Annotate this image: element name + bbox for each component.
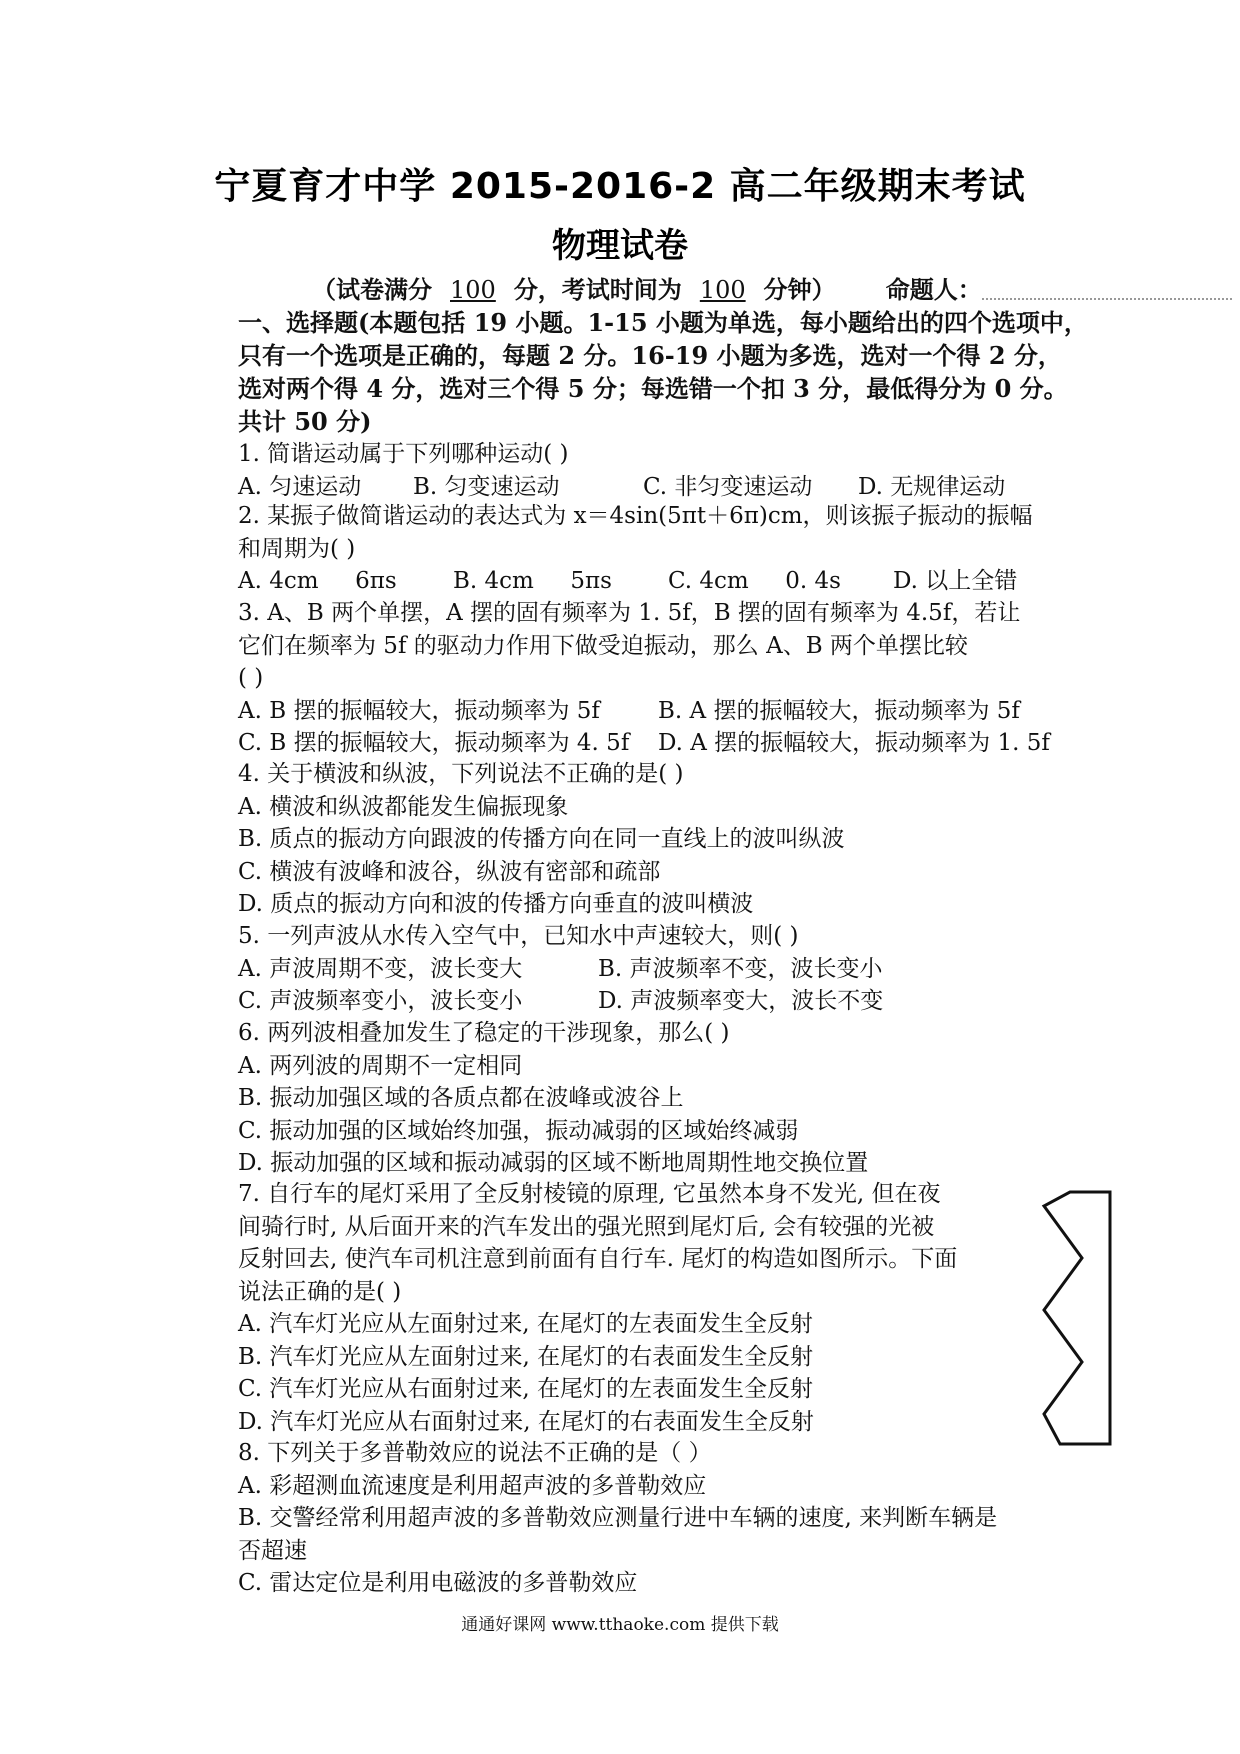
option-a: A. 汽车灯光应从左面射过来, 在尾灯的左表面发生全反射: [238, 1311, 813, 1337]
info-mid: 分，考试时间为: [513, 275, 682, 304]
options-row: [238, 471, 1058, 504]
instruction-line: 一、选择题(本题包括 19 小题。1-15 小题为单选，每小题给出的四个选项中，: [238, 308, 1088, 337]
option-b-continued: 否超速: [238, 1537, 307, 1564]
question-stem: 和周期为( ): [238, 535, 356, 562]
option-d: D. 质点的振动方向和波的传播方向垂直的波叫横波: [238, 891, 754, 917]
option-a: A. 彩超测血流速度是利用超声波的多普勒效应: [238, 1472, 707, 1499]
author-label: 命题人：: [885, 275, 982, 304]
option-c: C. 振动加强的区域始终加强，振动减弱的区域始终减弱: [238, 1117, 799, 1144]
exam-info: [312, 270, 1232, 305]
info-prefix: （试卷满分: [312, 275, 432, 304]
option-b: B. A 摆的振幅较大，振动频率为 5f: [658, 697, 1020, 724]
option-a: A. B 摆的振幅较大，振动频率为 5f: [238, 697, 600, 724]
question-stem: 说法正确的是( ): [238, 1278, 402, 1305]
author-blank: [982, 284, 1232, 300]
tail-light-prism-figure: [1040, 1190, 1120, 1450]
option-d: D. 声波频率变大，波长不变: [598, 988, 884, 1014]
options-row: [238, 985, 1058, 1018]
instruction-line: 只有一个选项是正确的，每题 2 分。16-19 小题为多选，选对一个得 2 分，: [238, 341, 1062, 370]
option-b: B. 交警经常利用超声波的多普勒效应测量行进中车辆的速度, 来判断车辆是: [238, 1505, 998, 1531]
option-c: C. 横波有波峰和波谷，纵波有密部和疏部: [238, 858, 661, 885]
option-c: C. 汽车灯光应从右面射过来, 在尾灯的左表面发生全反射: [238, 1376, 814, 1402]
option-b: B. 汽车灯光应从左面射过来, 在尾灯的右表面发生全反射: [238, 1343, 814, 1370]
option-c: C. 非匀变速运动: [643, 473, 813, 500]
prism-outline: [1044, 1192, 1110, 1444]
full-score: 100: [450, 276, 496, 304]
options-row: [238, 695, 1058, 728]
question-5: [238, 920, 1058, 1018]
exam-time: 100: [699, 276, 746, 304]
option-d: D. 以上全错: [893, 568, 1018, 594]
option-c: C. 雷达定位是利用电磁波的多普勒效应: [238, 1570, 638, 1596]
option-d: D. 无规律运动: [858, 473, 1006, 500]
question-stem: 5. 一列声波从水传入空气中，已知水中声速较大，则( ): [238, 923, 799, 949]
question-stem: 1. 简谐运动属于下列哪种运动( ): [238, 441, 569, 467]
question-stem: ( ): [238, 665, 264, 691]
question-stem: 它们在频率为 5f 的驱动力作用下做受迫振动，那么 A、B 两个单摆比较: [238, 632, 968, 659]
exam-title: 宁夏育才中学 2015-2016-2 高二年级期末考试: [214, 166, 1026, 207]
question-4: [238, 758, 1058, 921]
info-suffix: 分钟）: [763, 275, 836, 304]
question-2: [238, 500, 1058, 598]
question-1: [238, 438, 1058, 503]
question-stem: 间骑行时, 从后面开来的汽车发出的强光照到尾灯后, 会有较强的光被: [238, 1213, 935, 1240]
option-a: A. 4cm 6πs: [238, 568, 397, 594]
section-instructions: [238, 306, 1088, 438]
instruction-line: 共计 50 分): [238, 407, 372, 436]
question-stem: 2. 某振子做简谐运动的表达式为 x＝4sin(5πt＋6π)cm，则该振子振动的振幅: [238, 503, 1033, 529]
exam-subtitle: 物理试卷: [552, 226, 688, 266]
option-d: D. 汽车灯光应从右面射过来, 在尾灯的右表面发生全反射: [238, 1408, 814, 1435]
options-row: [238, 727, 1058, 760]
question-stem: 4. 关于横波和纵波，下列说法不正确的是( ): [238, 761, 684, 787]
option-c: C. 声波频率变小，波长变小: [238, 988, 523, 1014]
option-d: D. A 摆的振幅较大，振动频率为 1. 5f: [658, 730, 1050, 756]
question-stem: 6. 两列波相叠加发生了稳定的干涉现象，那么( ): [238, 1020, 730, 1046]
option-b: B. 匀变速运动: [413, 473, 560, 500]
question-3: [238, 597, 1058, 760]
question-7: [238, 1178, 1058, 1438]
instruction-line: 选对两个得 4 分，选对三个得 5 分；每选错一个扣 3 分，最低得分为 0 分。: [238, 374, 1068, 403]
option-b: B. 质点的振动方向跟波的传播方向在同一直线上的波叫纵波: [238, 826, 845, 852]
option-b: B. 声波频率不变，波长变小: [598, 955, 883, 982]
option-a: A. 横波和纵波都能发生偏振现象: [238, 793, 569, 820]
option-b: B. 4cm 5πs: [453, 568, 612, 594]
question-stem: 反射回去, 使汽车司机注意到前面有自行车. 尾灯的构造如图所示。下面: [238, 1246, 958, 1272]
option-a: A. 声波周期不变，波长变大: [238, 955, 523, 982]
question-stem: 3. A、B 两个单摆，A 摆的固有频率为 1. 5f，B 摆的固有频率为 4.5f，若让: [238, 600, 1021, 626]
question-8: [238, 1437, 1058, 1600]
question-stem: 8. 下列关于多普勒效应的说法不正确的是（ ）: [238, 1440, 712, 1466]
option-a: A. 匀速运动: [238, 473, 362, 500]
question-6: [238, 1017, 1058, 1180]
option-c: C. B 摆的振幅较大，振动频率为 4. 5f: [238, 730, 630, 756]
option-c: C. 4cm 0. 4s: [668, 568, 841, 594]
page-footer: 通通好课网 www.tthaoke.com 提供下载: [461, 1615, 779, 1635]
option-d: D. 振动加强的区域和振动减弱的区域不断地周期性地交换位置: [238, 1150, 869, 1176]
options-row: [238, 565, 1058, 598]
question-stem: 7. 自行车的尾灯采用了全反射棱镜的原理, 它虽然本身不发光, 但在夜: [238, 1181, 941, 1207]
options-row: [238, 953, 1058, 986]
option-a: A. 两列波的周期不一定相同: [238, 1052, 523, 1079]
option-b: B. 振动加强区域的各质点都在波峰或波谷上: [238, 1085, 684, 1111]
